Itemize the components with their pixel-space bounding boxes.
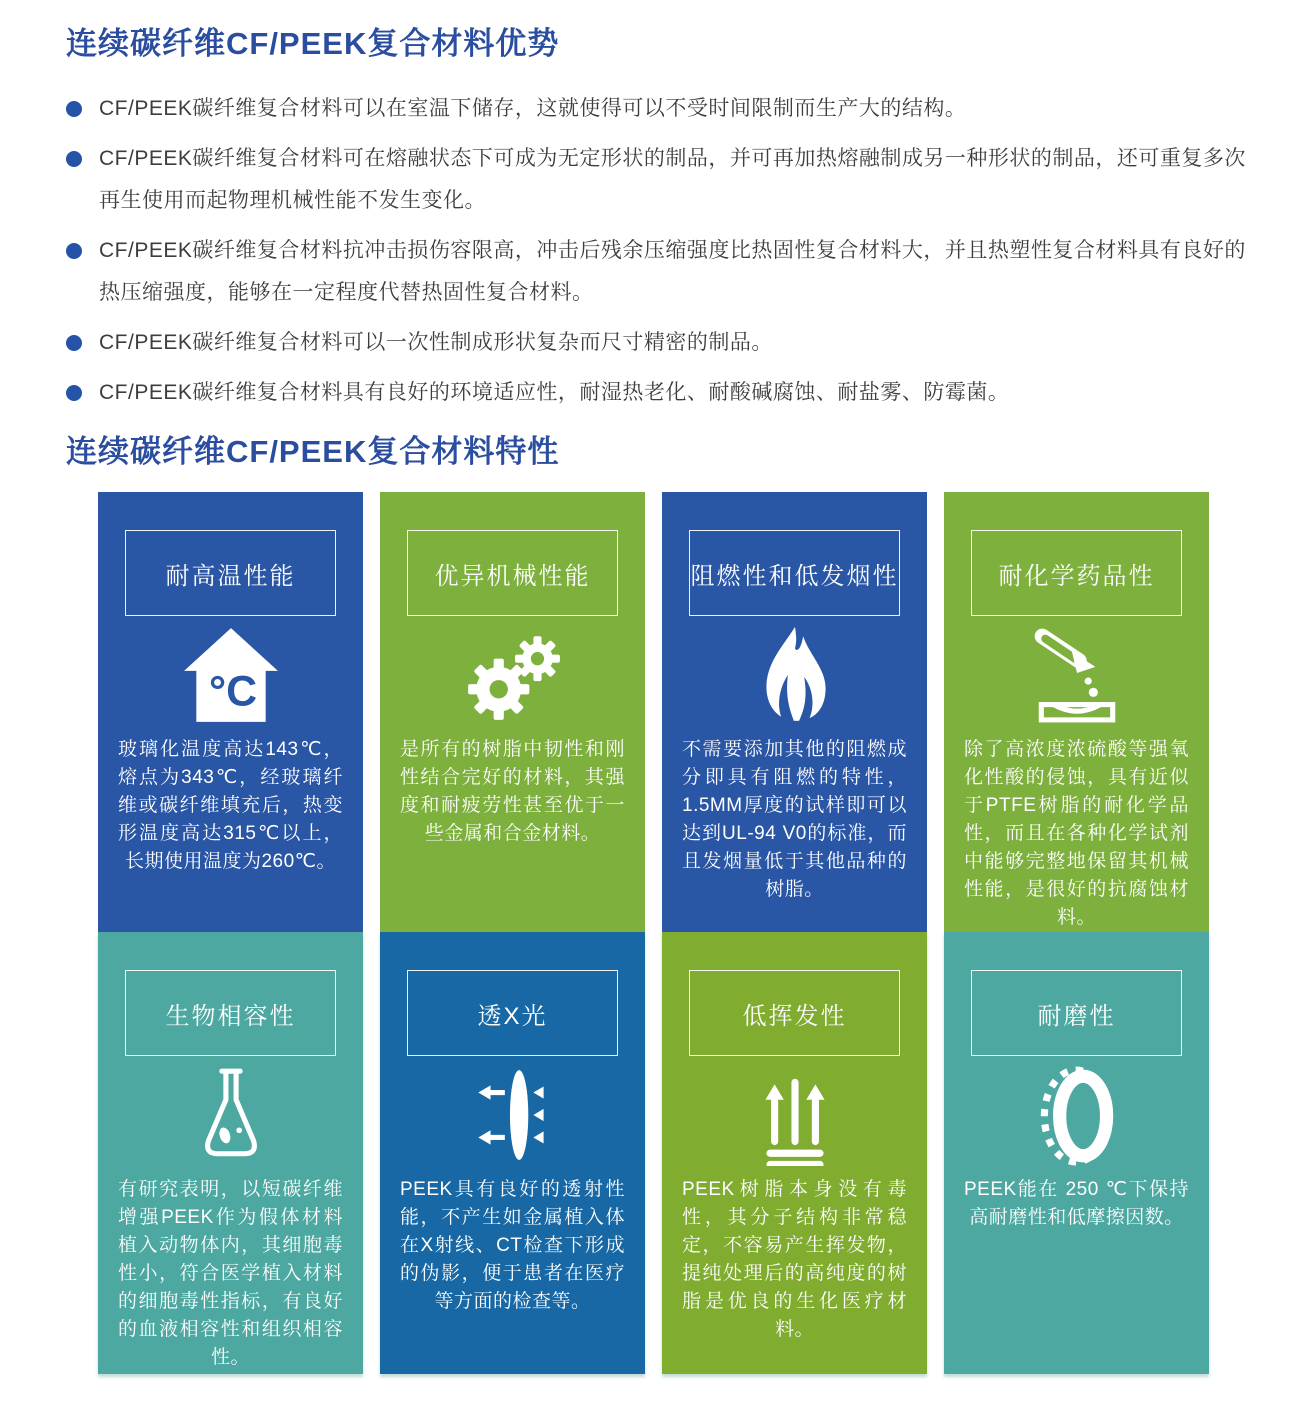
- bullet-text: CF/PEEK碳纤维复合材料可以一次性制成形状复杂而尺寸精密的制品。: [99, 331, 773, 354]
- svg-text:°C: °C: [208, 667, 257, 716]
- feature-card-low-volatility: [662, 932, 927, 1374]
- bullet-dot-icon: [66, 151, 82, 167]
- card-title: 低挥发性: [742, 1002, 847, 1030]
- list-item: [66, 88, 1246, 130]
- bullet-text: CF/PEEK碳纤维复合材料可以在室温下储存，这就使得可以不受时间限制而生产大的结构。: [99, 97, 967, 120]
- card-title-box: [689, 970, 900, 1056]
- card-description: 不需要添加其他的阻燃成分即具有阻燃的特性，1.5MM厚度的试样即可以达到UL-94 V0的标准，而且发烟量低于其他品种的树脂。: [682, 739, 907, 900]
- bullet-dot-icon: [66, 385, 82, 401]
- card-title: 生物相容性: [165, 1002, 296, 1030]
- card-title: 耐磨性: [1037, 1002, 1116, 1030]
- card-title-box: [407, 530, 618, 616]
- features-grid: [98, 492, 1246, 1374]
- card-title: 阻燃性和低发烟性: [690, 562, 899, 590]
- bullet-dot-icon: [66, 243, 82, 259]
- feature-card-mechanical: [380, 492, 645, 932]
- feature-card-wear-resistance: [944, 932, 1209, 1374]
- card-title-box: [971, 970, 1182, 1056]
- card-title-box: [125, 970, 336, 1056]
- card-description: 玻璃化温度高达143℃，熔点为343℃，经玻璃纤维或碳纤维填充后，热变形温度高达315℃以上，长期使用温度为260℃。: [118, 739, 343, 872]
- tire-icon: [944, 1060, 1209, 1170]
- bullet-dot-icon: [66, 101, 82, 117]
- evaporation-arrows-icon: [662, 1060, 927, 1170]
- bullet-text: CF/PEEK碳纤维复合材料具有良好的环境适应性，耐湿热老化、耐酸碱腐蚀、耐盐雾、防霉菌。: [99, 381, 1010, 404]
- list-item: [66, 372, 1246, 414]
- feature-card-xray-transparency: [380, 932, 645, 1374]
- advantages-title: 连续碳纤维CF/PEEK复合材料优势: [66, 26, 560, 61]
- feature-card-heat-resistance: [98, 492, 363, 932]
- card-title: 透X光: [477, 1002, 548, 1030]
- xray-lens-icon: [380, 1060, 645, 1170]
- card-title: 耐高温性能: [165, 562, 296, 590]
- advantages-list: [66, 88, 1246, 414]
- card-title-box: [689, 530, 900, 616]
- feature-card-flame-retardant: [662, 492, 927, 932]
- gears-icon: [380, 620, 645, 730]
- card-description: PEEK树脂本身没有毒性，其分子结构非常稳定，不容易产生挥发物，提纯处理后的高纯度的树脂是优良的生化医疗材料。: [682, 1179, 907, 1340]
- card-description: PEEK具有良好的透射性能，不产生如金属植入体在X射线、CT检查下形成的伪影，便于患者在医疗等方面的检查等。: [400, 1179, 625, 1312]
- card-description: 是所有的树脂中韧性和刚性结合完好的材料，其强度和耐疲劳性甚至优于一些金属和合金材料。: [400, 739, 625, 844]
- bullet-text: CF/PEEK碳纤维复合材料可在熔融状态下可成为无定形状的制品，并可再加热熔融制成另一种形状的制品，还可重复多次再生使用而起物理机械性能不发生变化。: [99, 147, 1246, 212]
- card-description: PEEK能在 250 ℃下保持高耐磨性和低摩擦因数。: [964, 1179, 1189, 1228]
- flask-icon: [98, 1060, 363, 1170]
- card-title-box: [971, 530, 1182, 616]
- flame-icon: [662, 620, 927, 730]
- card-title-box: [407, 970, 618, 1056]
- card-description: 有研究表明，以短碳纤维增强PEEK作为假体材料植入动物体内，其细胞毒性小，符合医学植入材料的细胞毒性指标，有良好的血液相容性和组织相容性。: [118, 1179, 343, 1368]
- card-description: 除了高浓度浓硫酸等强氧化性酸的侵蚀，具有近似于PTFE树脂的耐化学品性，而且在各种化学试剂中能够完整地保留其机械性能，是很好的抗腐蚀材料。: [964, 739, 1189, 928]
- feature-card-biocompatibility: [98, 932, 363, 1374]
- feature-card-chemical-resistance: [944, 492, 1209, 932]
- test-tube-pour-icon: [944, 620, 1209, 730]
- list-item: [66, 322, 1246, 364]
- card-title: 优异机械性能: [434, 562, 591, 590]
- house-celsius-icon: [98, 620, 363, 730]
- bullet-dot-icon: [66, 335, 82, 351]
- bullet-text: CF/PEEK碳纤维复合材料抗冲击损伤容限高，冲击后残余压缩强度比热固性复合材料大，并且热塑性复合材料具有良好的热压缩强度，能够在一定程度代替热固性复合材料。: [99, 239, 1246, 304]
- card-title-box: [125, 530, 336, 616]
- features-title: 连续碳纤维CF/PEEK复合材料特性: [66, 434, 560, 469]
- card-title: 耐化学药品性: [998, 562, 1155, 590]
- list-item: [66, 138, 1246, 222]
- list-item: [66, 230, 1246, 314]
